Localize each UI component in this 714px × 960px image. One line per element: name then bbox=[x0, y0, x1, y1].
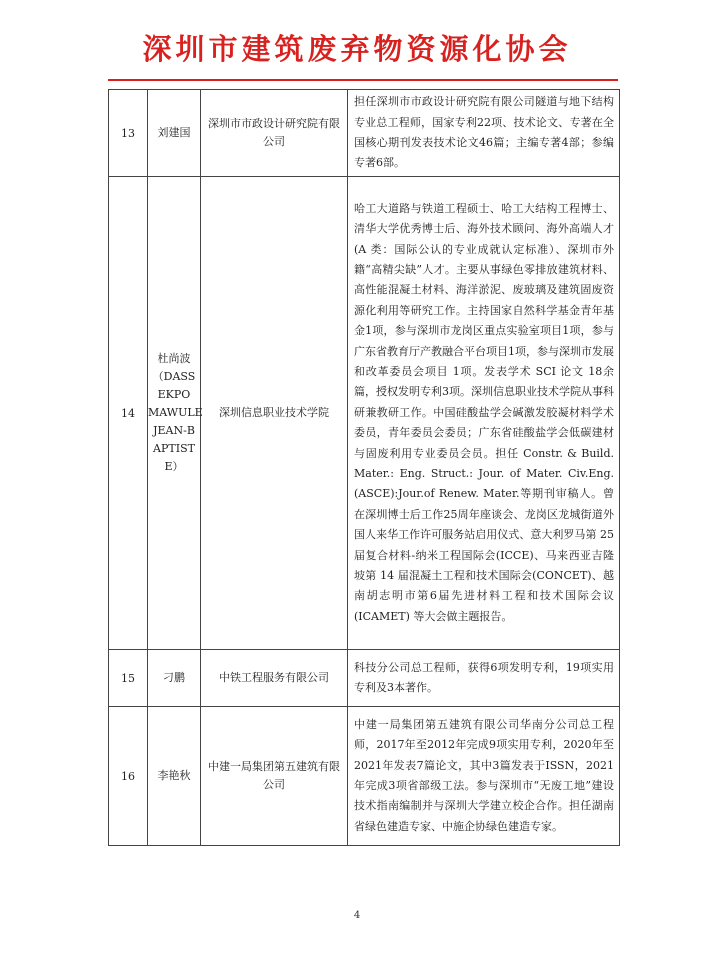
row-number: 14 bbox=[109, 177, 148, 650]
member-organization: 中铁工程服务有限公司 bbox=[201, 650, 348, 707]
member-name: 刁鹏 bbox=[148, 650, 201, 707]
page-number: 4 bbox=[353, 910, 361, 921]
member-organization: 深圳信息职业技术学院 bbox=[201, 177, 348, 650]
member-name: 刘建国 bbox=[148, 90, 201, 177]
member-description: 哈工大道路与铁道工程硕士、哈工大结构工程博士、清华大学优秀博士后、海外技术顾问、海外高端人才(A 类：国际公认的专业成就认定标准）、深圳市外籍“高精尖缺”人才。主要从事绿色零排放建筑材料、高性能混凝土材料、海洋淤泥、废玻璃及建筑固废资源化利用等研究工作。主持国家自然科学基金青年基金1项，参与深圳市龙岗区重点实验室项目1项，参与广东省教育厅产教融合平台项目1项，参与深圳市发展和改革委员会项目 1项。发表学术 SCI 论文 18余篇，授权发明专利3项。深圳信息职业技术学院从事科研兼教研工作。中国硅酸盐学会碱激发胶凝材料学术委员，青年委员会委员；广东省硅酸盐学会低碳建材与固废利用专业委员会员。担任 Constr. & Build. Mater.: Eng. Struct.: Jour. of Mater. Civ.Eng. (ASCE):Jour.of Renew. Mater.等期刊审稿人。曾在深圳博士后工作25周年座谈会、龙岗区龙城街道外国人来华工作许可服务站启用仪式、意大利罗马第 25 届复合材料-纳米工程国际会(ICCE)、马来西亚吉隆坡第 14 届混凝土工程和技术国际会(CONCET)、越南胡志明市第6届先进材料工程和技术国际会议(ICAMET) 等大会做主题报告。 bbox=[348, 177, 620, 650]
row-number: 13 bbox=[109, 90, 148, 177]
table-row bbox=[109, 707, 620, 846]
header-divider bbox=[108, 79, 618, 81]
member-description: 担任深圳市市政设计研究院有限公司隧道与地下结构专业总工程师，国家专利22项、技术论文、专著在全国核心期刊发表技术论文46篇；主编专著4部；参编专著6部。 bbox=[348, 90, 620, 177]
members-table bbox=[108, 89, 620, 846]
member-description: 科技分公司总工程师，获得6项发明专利，19项实用专利及3本著作。 bbox=[348, 650, 620, 707]
table-row bbox=[109, 177, 620, 650]
table-row bbox=[109, 90, 620, 177]
member-organization: 中建一局集团第五建筑有限公司 bbox=[201, 707, 348, 846]
member-organization: 深圳市市政设计研究院有限公司 bbox=[201, 90, 348, 177]
row-number: 16 bbox=[109, 707, 148, 846]
member-description: 中建一局集团第五建筑有限公司华南分公司总工程师，2017年至2012年完成9项实用专利，2020年至2021年发表7篇论文，其中3篇发表于ISSN，2021年完成3项省部级工法。参与深圳市“无废工地”建设技术指南编制并与深圳大学建立校企合作。担任湖南省绿色建造专家、中施企协绿色建造专家。 bbox=[348, 707, 620, 846]
member-name: 杜尚波 （DASS EKPO MAWULE JEAN-B APTIST E） bbox=[148, 177, 201, 650]
association-title: 深圳市建筑废弃物资源化协会 bbox=[142, 32, 572, 66]
member-name: 李艳秋 bbox=[148, 707, 201, 846]
row-number: 15 bbox=[109, 650, 148, 707]
table-row bbox=[109, 650, 620, 707]
